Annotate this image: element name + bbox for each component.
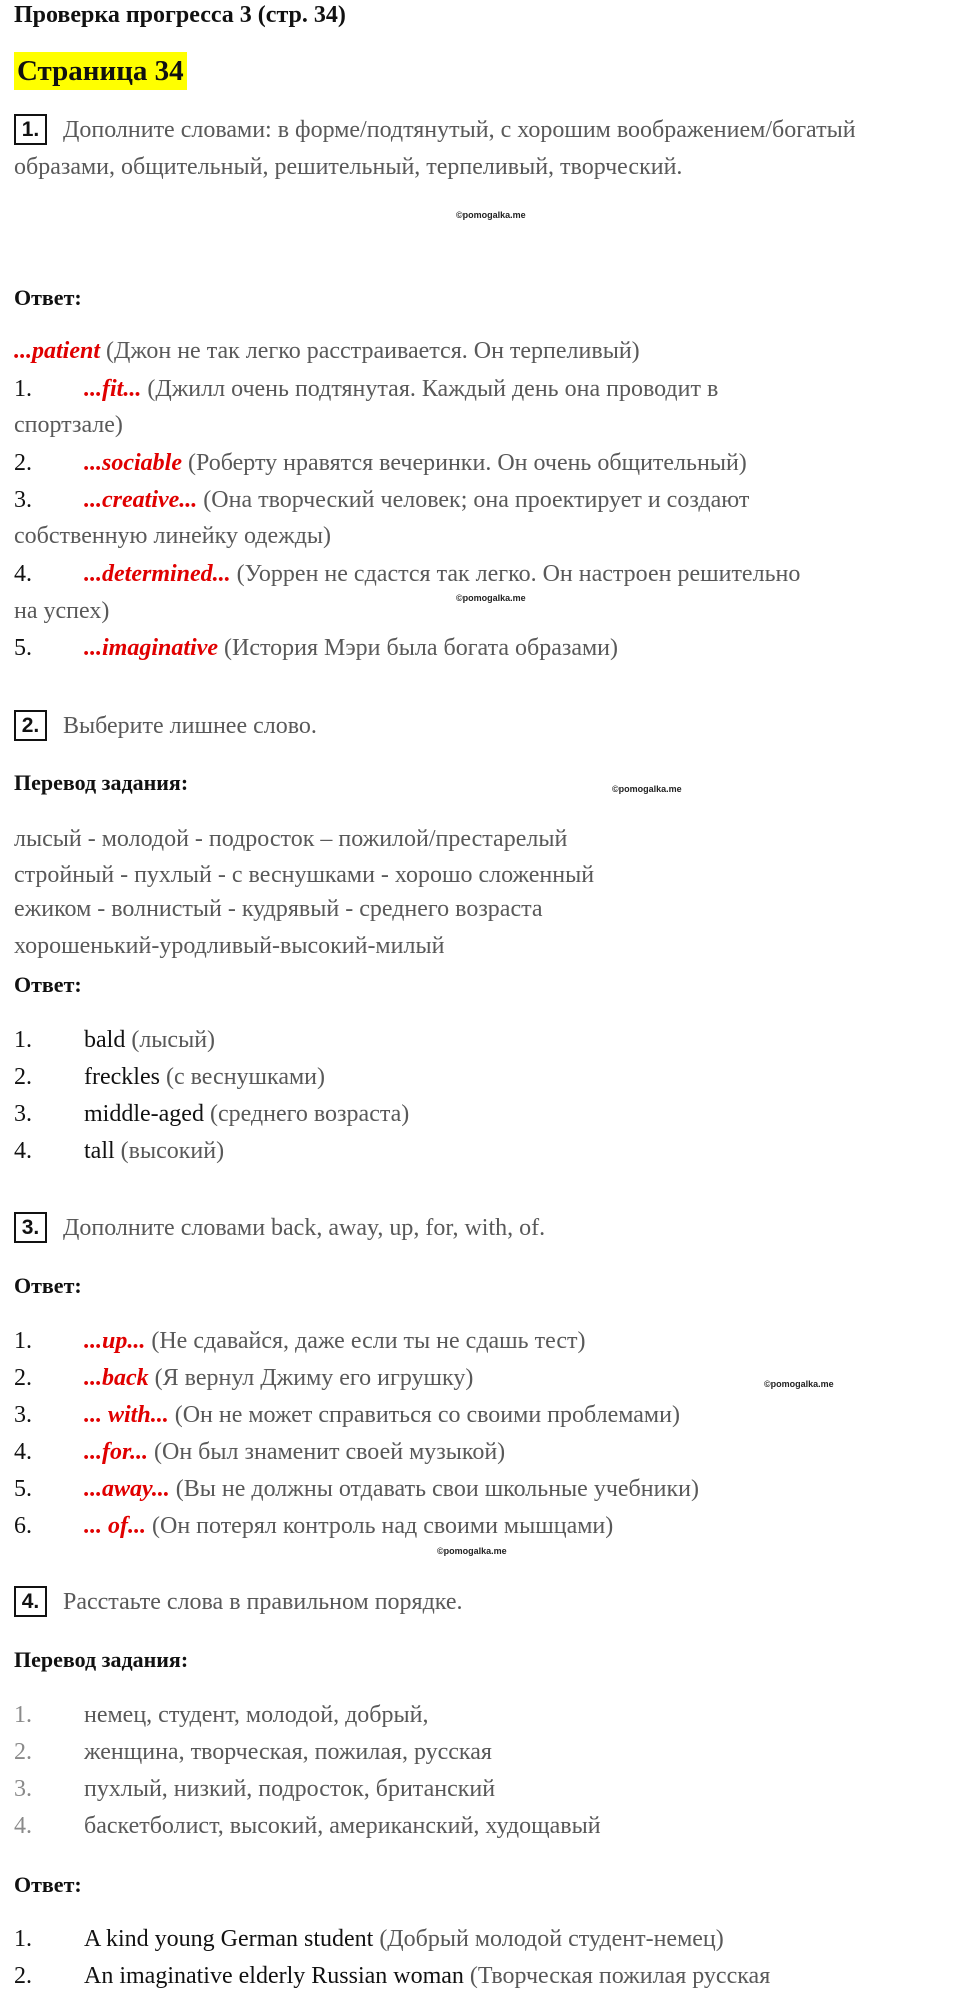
watermark: ©pomogalka.me [764, 1379, 834, 1389]
answer-text: (Она творческий человек; она проектирует и создают [197, 487, 750, 513]
answer-word: ...determined... [84, 561, 231, 587]
ex1-item-continuation: спортзале) [14, 412, 123, 438]
answer-text: (Он потерял контроль над своими мышцами) [146, 1513, 614, 1539]
ex3-item [14, 1476, 699, 1503]
ex4-translation-item [14, 1776, 495, 1803]
ex1-task [14, 112, 934, 186]
answer-word: ...for... [84, 1439, 149, 1465]
ex1-answer-label: Ответ: [14, 285, 82, 310]
watermark: ©pomogalka.me [456, 210, 526, 220]
ex2-item [14, 1138, 224, 1165]
item-number: 4. [14, 1439, 32, 1465]
translation-text: баскетболист, высокий, американский, худощавый [84, 1813, 601, 1839]
ex3-item [14, 1328, 585, 1355]
answer-text: (Он был знаменит своей музыкой) [148, 1439, 506, 1465]
document-title: Проверка прогресса 3 (стр. 34) [14, 2, 346, 28]
answer-text: (Джилл очень подтянутая. Каждый день она проводит в [141, 376, 719, 402]
item-number: 3. [14, 1101, 32, 1127]
answer-word: ...fit... [84, 376, 142, 402]
ex2-task [14, 708, 317, 745]
ex1-example-word: ...patient [14, 338, 101, 364]
answer-word: An imaginative elderly Russian woman [84, 1963, 464, 1989]
ex1-item [14, 376, 718, 403]
ex2-task-text: Выберите лишнее слово. [63, 713, 317, 739]
item-number: 6. [14, 1513, 32, 1539]
answer-text: (Вы не должны отдавать свои школьные учебники) [169, 1476, 699, 1502]
page-heading: Страница 34 [14, 52, 187, 90]
ex4-task [14, 1584, 463, 1621]
ex2-translation-line: лысый - молодой - подросток – пожилой/престарелый [14, 826, 568, 852]
ex1-item [14, 487, 749, 514]
answer-word: ...back [84, 1365, 149, 1391]
item-number: 4. [14, 1138, 32, 1164]
answer-text: (Я вернул Джиму его игрушку) [148, 1365, 474, 1391]
answer-text: (с веснушками) [159, 1064, 325, 1090]
item-number: 1. [14, 376, 32, 402]
ex4-item [14, 1926, 724, 1953]
ex3-number-box: 3. [14, 1212, 47, 1243]
item-number: 2. [14, 1739, 32, 1765]
answer-word: ...sociable [84, 450, 182, 476]
ex3-answer-label: Ответ: [14, 1273, 82, 1298]
answer-text: (среднего возраста) [203, 1101, 410, 1127]
item-number: 1. [14, 1702, 32, 1728]
ex1-item [14, 561, 800, 588]
answer-word: ...away... [84, 1476, 170, 1502]
watermark: ©pomogalka.me [437, 1546, 507, 1556]
ex2-item [14, 1027, 215, 1054]
ex4-translation-item [14, 1702, 428, 1729]
answer-word: ... of... [84, 1513, 146, 1539]
answer-word: ... with... [84, 1402, 169, 1428]
ex1-example [14, 338, 640, 365]
watermark: ©pomogalka.me [612, 784, 682, 794]
translation-text: пухлый, низкий, подросток, британский [84, 1776, 496, 1802]
answer-text: (История Мэри была богата образами) [218, 635, 619, 661]
ex2-answer-label: Ответ: [14, 972, 82, 997]
answer-text: (Добрый молодой студент-немец) [373, 1926, 724, 1952]
ex1-number-box: 1. [14, 114, 47, 145]
answer-text: (Не сдавайся, даже если ты не сдашь тест) [145, 1328, 586, 1354]
item-number: 1. [14, 1926, 32, 1952]
item-number: 3. [14, 1776, 32, 1802]
answer-text: (лысый) [125, 1027, 216, 1053]
ex4-translation-label: Перевод задания: [14, 1647, 189, 1672]
answer-word: tall [84, 1138, 115, 1164]
item-number: 1. [14, 1328, 32, 1354]
ex2-item [14, 1101, 409, 1128]
ex1-task-text: Дополните словами: в форме/подтянутый, с хорошим воображением/богатый образами, общительный, решительный, терпеливый, творческий. [14, 117, 856, 180]
ex4-translation-item [14, 1813, 601, 1840]
item-number: 2. [14, 1963, 32, 1989]
answer-text: (Уоррен не сдастся так легко. Он настроен решительно [230, 561, 801, 587]
ex1-item-continuation: собственную линейку одежды) [14, 523, 332, 549]
ex3-item [14, 1439, 505, 1466]
ex1-item [14, 635, 618, 662]
ex4-task-text: Расстаьте слова в правильном порядке. [63, 1589, 463, 1615]
answer-word: A kind young German student [84, 1926, 374, 1952]
item-number: 1. [14, 1027, 32, 1053]
item-number: 3. [14, 1402, 32, 1428]
ex4-answer-label: Ответ: [14, 1872, 82, 1897]
answer-word: ...imaginative [84, 635, 218, 661]
ex1-example-text: (Джон не так легко расстраивается. Он терпеливый) [100, 338, 640, 364]
item-number: 4. [14, 1813, 32, 1839]
answer-text: (Творческая пожилая русская [463, 1963, 771, 1989]
answer-text: (Роберту нравятся вечеринки. Он очень общительный) [181, 450, 747, 476]
item-number: 5. [14, 1476, 32, 1502]
ex1-item-continuation: на успех) [14, 598, 110, 624]
item-number: 2. [14, 1064, 32, 1090]
ex2-translation-line: стройный - пухлый - с веснушками - хорошо сложенный [14, 862, 595, 888]
item-number: 5. [14, 635, 32, 661]
ex2-translation-label: Перевод задания: [14, 770, 189, 795]
ex3-item [14, 1402, 680, 1429]
answer-word: middle-aged [84, 1101, 204, 1127]
ex3-item [14, 1513, 613, 1540]
watermark: ©pomogalka.me [456, 593, 526, 603]
ex4-item [14, 1963, 770, 1990]
answer-word: ...up... [84, 1328, 146, 1354]
answer-word: freckles [84, 1064, 160, 1090]
item-number: 2. [14, 1365, 32, 1391]
translation-text: женщина, творческая, пожилая, русская [84, 1739, 492, 1765]
ex3-task-text: Дополните словами back, away, up, for, with, of. [63, 1215, 546, 1241]
ex2-translation-line: ежиком - волнистый - кудрявый - среднего возраста [14, 896, 543, 922]
item-number: 3. [14, 487, 32, 513]
answer-text: (высокий) [114, 1138, 225, 1164]
ex3-task [14, 1210, 545, 1247]
answer-word: bald [84, 1027, 126, 1053]
answer-word: ...creative... [84, 487, 198, 513]
ex4-translation-item [14, 1739, 492, 1766]
ex3-item [14, 1365, 473, 1392]
item-number: 2. [14, 450, 32, 476]
ex4-number-box: 4. [14, 1586, 47, 1617]
ex2-item [14, 1064, 325, 1091]
ex2-translation-line: хорошенький-уродливый-высокий-милый [14, 933, 445, 959]
translation-text: немец, студент, молодой, добрый, [84, 1702, 429, 1728]
answer-text: (Он не может справиться со своими проблемами) [168, 1402, 680, 1428]
ex1-item [14, 450, 747, 477]
ex2-number-box: 2. [14, 710, 47, 741]
item-number: 4. [14, 561, 32, 587]
